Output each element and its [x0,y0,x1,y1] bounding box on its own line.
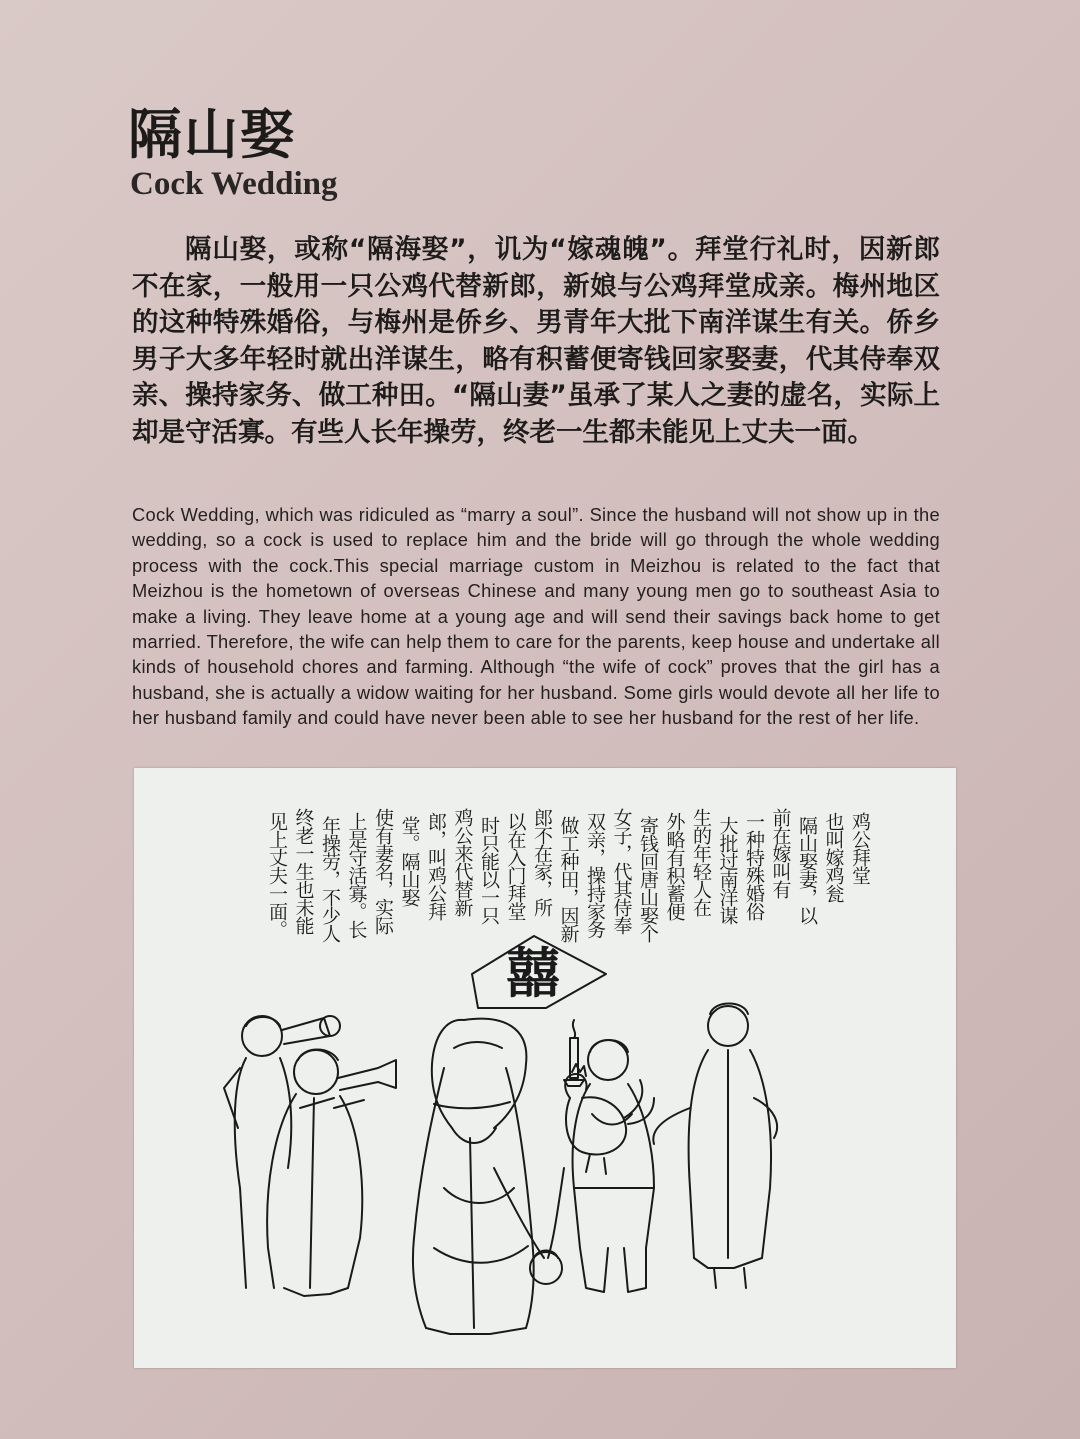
caption-column: 生的年轻人在 [690,808,712,916]
caption-column: 寄钱回唐山娶个 [637,816,659,942]
caption-column: 年操劳，不少人 [319,816,341,942]
caption-column: 鸡公来代替新 [451,808,474,916]
caption-column: 双亲，操持家务 [584,812,606,938]
caption-column: 堂。隔山娶 [398,816,421,906]
caption-column: 前在嫁叫有 [769,808,792,898]
bride-figure [413,1019,534,1334]
caption-column: 一种特殊婚俗 [743,812,765,920]
caption-column: 郎，叫鸡公拜 [425,812,447,920]
double-happiness-sign: 囍 [506,941,560,1005]
title-english: Cock Wedding [130,166,338,202]
caption-column: 做工种田，因新 [557,816,580,942]
caption-column: 外略有积蓄便 [663,812,686,920]
paragraph-chinese: 隔山娶，或称“隔海娶”，讥为“嫁魂魄”。拜堂行礼时，因新郎不在家，一般用一只公鸡代替新郎，新娘与公鸡拜堂成亲。梅州地区的这种特殊婚俗，与梅州是侨乡、男青年大批下南洋谋生有关。侨乡男子大多年轻时就出洋谋生，略有积蓄便寄钱回家娶妻，代其侍奉双亲、操持家务、做工种田。“隔山妻”虽承了某人之妻的虚名，实际上却是守活寡。有些人长年操劳，终老一生都未能见上丈夫一面。 [132,234,940,448]
caption-column: 终老一生也未能 [292,808,315,934]
cock-wedding-illustration [134,768,956,1368]
double-happiness-frame [472,936,606,1008]
musician-figure-2 [267,1050,396,1297]
musician-figure-1 [224,1016,340,1288]
title-chinese: 隔山娶 [128,102,296,166]
caption-column: 以在入门拜堂 [504,812,527,920]
caption-column: 使有妻名，实际 [372,808,394,934]
caption-column: 时只能以一只 [478,816,500,924]
caption-column: 隔山娶妻，以 [796,816,818,924]
caption-column: 女子，代其侍奉 [610,808,633,934]
red-sash [494,1168,564,1284]
caption-column: 见上丈夫一面。 [266,812,288,938]
attendant-man-figure [653,1004,777,1289]
caption-column: 上是守活寡。长 [345,812,368,938]
caption-column: 鸡公拜堂 [849,812,871,884]
illustration-drawing [134,768,956,1368]
paragraph-english: Cock Wedding, which was ridiculed as “marry a soul”. Since the husband will not show up in the wedding, so a cock is used to replace him and the bride will go through the whole wedding process with the cock.This special marriage custom in Meizhou is related to the fact that Meizhou is the hometown of overseas Chinese and many young men go to southeast Asia to make a living. They leave home at a young age and will send their savings back home to get married. Therefore, the wife can help them to care for the parents, keep house and undertake all kinds of household chores and farming. Although “the wife of cock” proves that the girl has a husband, she is actually a widow waiting for her husband. Some girls would devote all her life to her husband family and could have never been able to see her husband for the rest of her life. [132,504,940,729]
caption-column: 也叫嫁鸡瓮 [822,812,845,902]
caption-column: 大批过南洋谋 [716,816,739,924]
caption-column: 郎不在家，所 [531,808,553,916]
